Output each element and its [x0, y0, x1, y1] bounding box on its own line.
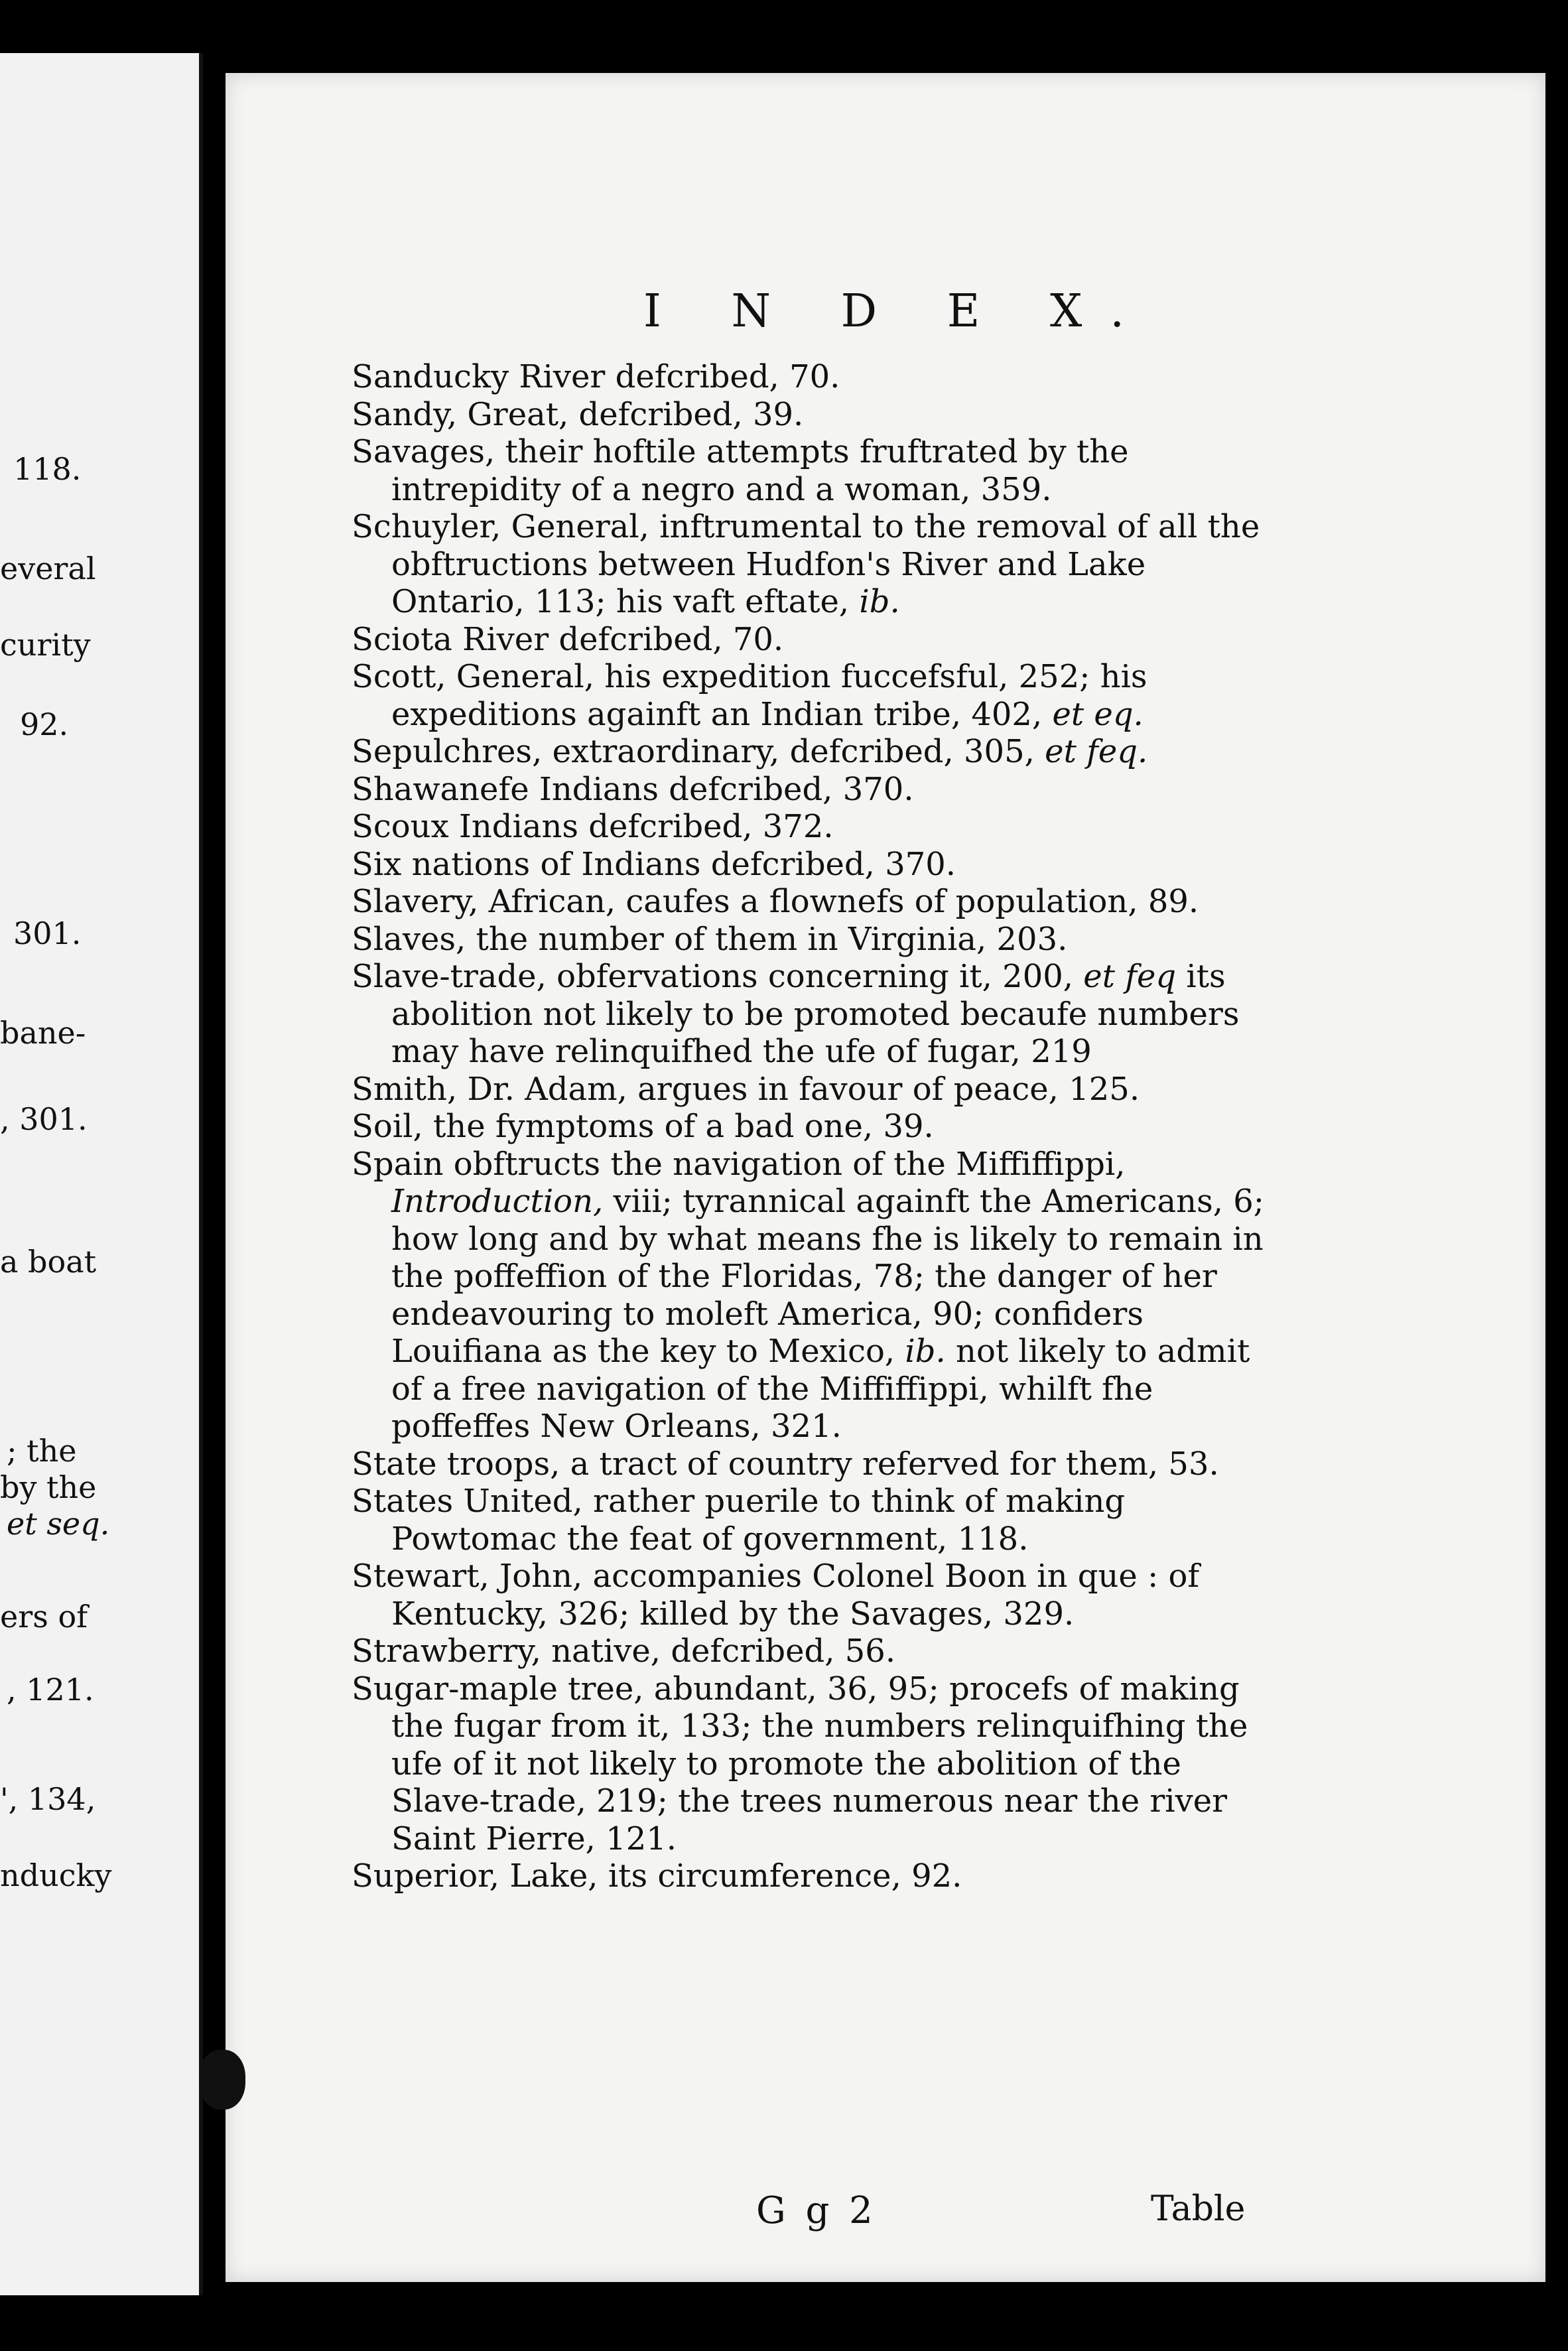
fragment-line: 92. [20, 706, 69, 742]
entry-text: Scott, General, his expedition fuccefsful, 252; his expeditions againft an Indian tribe, 402, [352, 658, 1147, 733]
signature-mark: G g 2 [756, 2189, 877, 2232]
binding-ink-blot [199, 2050, 245, 2110]
index-entry [352, 771, 1267, 809]
index-entry [352, 1483, 1267, 1558]
entry-text: Slave-trade, obfervations concerning it, 200, [352, 958, 1084, 995]
entry-text: its abolition not likely to be promoted becaufe numbers may have relinquifhed the ufe of fugar, 219 [391, 958, 1240, 1070]
entry-text: Sandy, Great, defcribed, 39. [352, 395, 804, 433]
index-entry [352, 658, 1267, 733]
fragment-line: everal [0, 551, 96, 586]
entry-text: Stewart, John, accompanies Colonel Boon in que : of Kentucky, 326; killed by the Savages, 329. [352, 1558, 1200, 1633]
entry-text: Sugar-maple tree, abundant, 36, 95; procefs of making the fugar from it, 133; the numbers relinquifhing the ufe of it not likely to promote the abolition of the Slave-trade, 219; the trees numerous near the river Saint Pierre, 121. [352, 1670, 1248, 1857]
entry-text: Six nations of Indians defcribed, 370. [352, 845, 956, 883]
entry-text: viii; tyrannical againft the Americans, 6; how long and by what means fhe is likely to remain in the poffeffion of the Floridas, 78; the danger of her endeavouring to moleft America, 90; confiders Louifiana as the key to Mexico, [391, 1183, 1264, 1370]
fragment-line: a boat [0, 1244, 97, 1280]
index-entry [352, 921, 1267, 959]
entry-text: States United, rather puerile to think of making Powtomac the feat of government, 118. [352, 1483, 1126, 1558]
fragment-line: ; the [7, 1433, 77, 1469]
fragment-line: , 121. [7, 1672, 94, 1708]
index-entry [352, 1108, 1267, 1146]
entry-italic: ib. [905, 1333, 946, 1370]
index-entry [352, 358, 1267, 396]
entry-text: Sanducky River defcribed, 70. [352, 358, 840, 395]
fragment-line: ', 134, [0, 1781, 96, 1817]
fragment-line: , 301. [0, 1101, 88, 1137]
index-entry [352, 733, 1267, 771]
entry-text: Sepulchres, extraordinary, defcribed, 305, [352, 733, 1045, 770]
fragment-line: ers of [0, 1599, 88, 1635]
entry-italic: et feq [1083, 958, 1177, 995]
index-entry [352, 808, 1267, 846]
fragment-line: et seq. [7, 1506, 110, 1542]
entry-text: Smith, Dr. Adam, argues in favour of peace, 125. [352, 1070, 1140, 1108]
fragment-line: 118. [13, 451, 82, 487]
index-entry [352, 1146, 1267, 1445]
entry-italic: et feq. [1045, 733, 1148, 770]
index-page [226, 73, 1545, 2282]
index-entry [352, 1071, 1267, 1108]
index-entry [352, 621, 1267, 659]
entry-italic: ib. [859, 583, 900, 620]
entry-text: Schuyler, General, inftrumental to the removal of all the obftructions between Hudfon's River and Lake Ontario, 113; his vaft eftate, [352, 508, 1260, 620]
entry-text: Slavery, African, caufes a flownefs of population, 89. [352, 883, 1199, 920]
index-entry [352, 1670, 1267, 1858]
entry-text: Strawberry, native, defcribed, 56. [352, 1633, 896, 1670]
index-entry [352, 1558, 1267, 1633]
entry-text: Soil, the fymptoms of a bad one, 39. [352, 1108, 934, 1145]
entry-text: Savages, their hoftile attempts fruftrated by the intrepidity of a negro and a woman, 359. [352, 433, 1129, 508]
index-entry [352, 1857, 1267, 1895]
index-entry [352, 846, 1267, 884]
page-title: I N D E X. [643, 285, 1153, 338]
fragment-line: nducky [0, 1857, 112, 1893]
fragment-line: by the [0, 1469, 97, 1505]
index-entry [352, 883, 1267, 921]
index-entry [352, 1445, 1267, 1483]
entry-text: Slaves, the number of them in Virginia, 203. [352, 920, 1068, 958]
entry-text: Superior, Lake, its circumference, 92. [352, 1857, 962, 1895]
index-entry [352, 1633, 1267, 1670]
facing-page-fragment [0, 53, 203, 2295]
entry-text: Spain obftructs the navigation of the Miffiffippi, [352, 1145, 1126, 1183]
entry-text: Sciota River defcribed, 70. [352, 620, 784, 658]
index-entry [352, 396, 1267, 434]
entry-text: Scoux Indians defcribed, 372. [352, 808, 834, 845]
catchword: Table [1151, 2189, 1246, 2229]
fragment-line: bane- [0, 1015, 86, 1051]
index-entry [352, 958, 1267, 1071]
index-entry [352, 508, 1267, 621]
index-entry-list [352, 358, 1267, 1895]
entry-text: not likely to admit of a free navigation of the Miffiffippi, whilft fhe poffeffes New Orleans, 321. [391, 1333, 1250, 1445]
fragment-line: curity [0, 627, 91, 663]
entry-italic: et eq. [1052, 695, 1143, 733]
entry-text: State troops, a tract of country referved for them, 53. [352, 1445, 1219, 1483]
entry-italic: Introduction, [391, 1183, 604, 1220]
entry-text: Shawanefe Indians defcribed, 370. [352, 770, 914, 808]
fragment-line: 301. [13, 915, 82, 951]
index-entry [352, 433, 1267, 508]
